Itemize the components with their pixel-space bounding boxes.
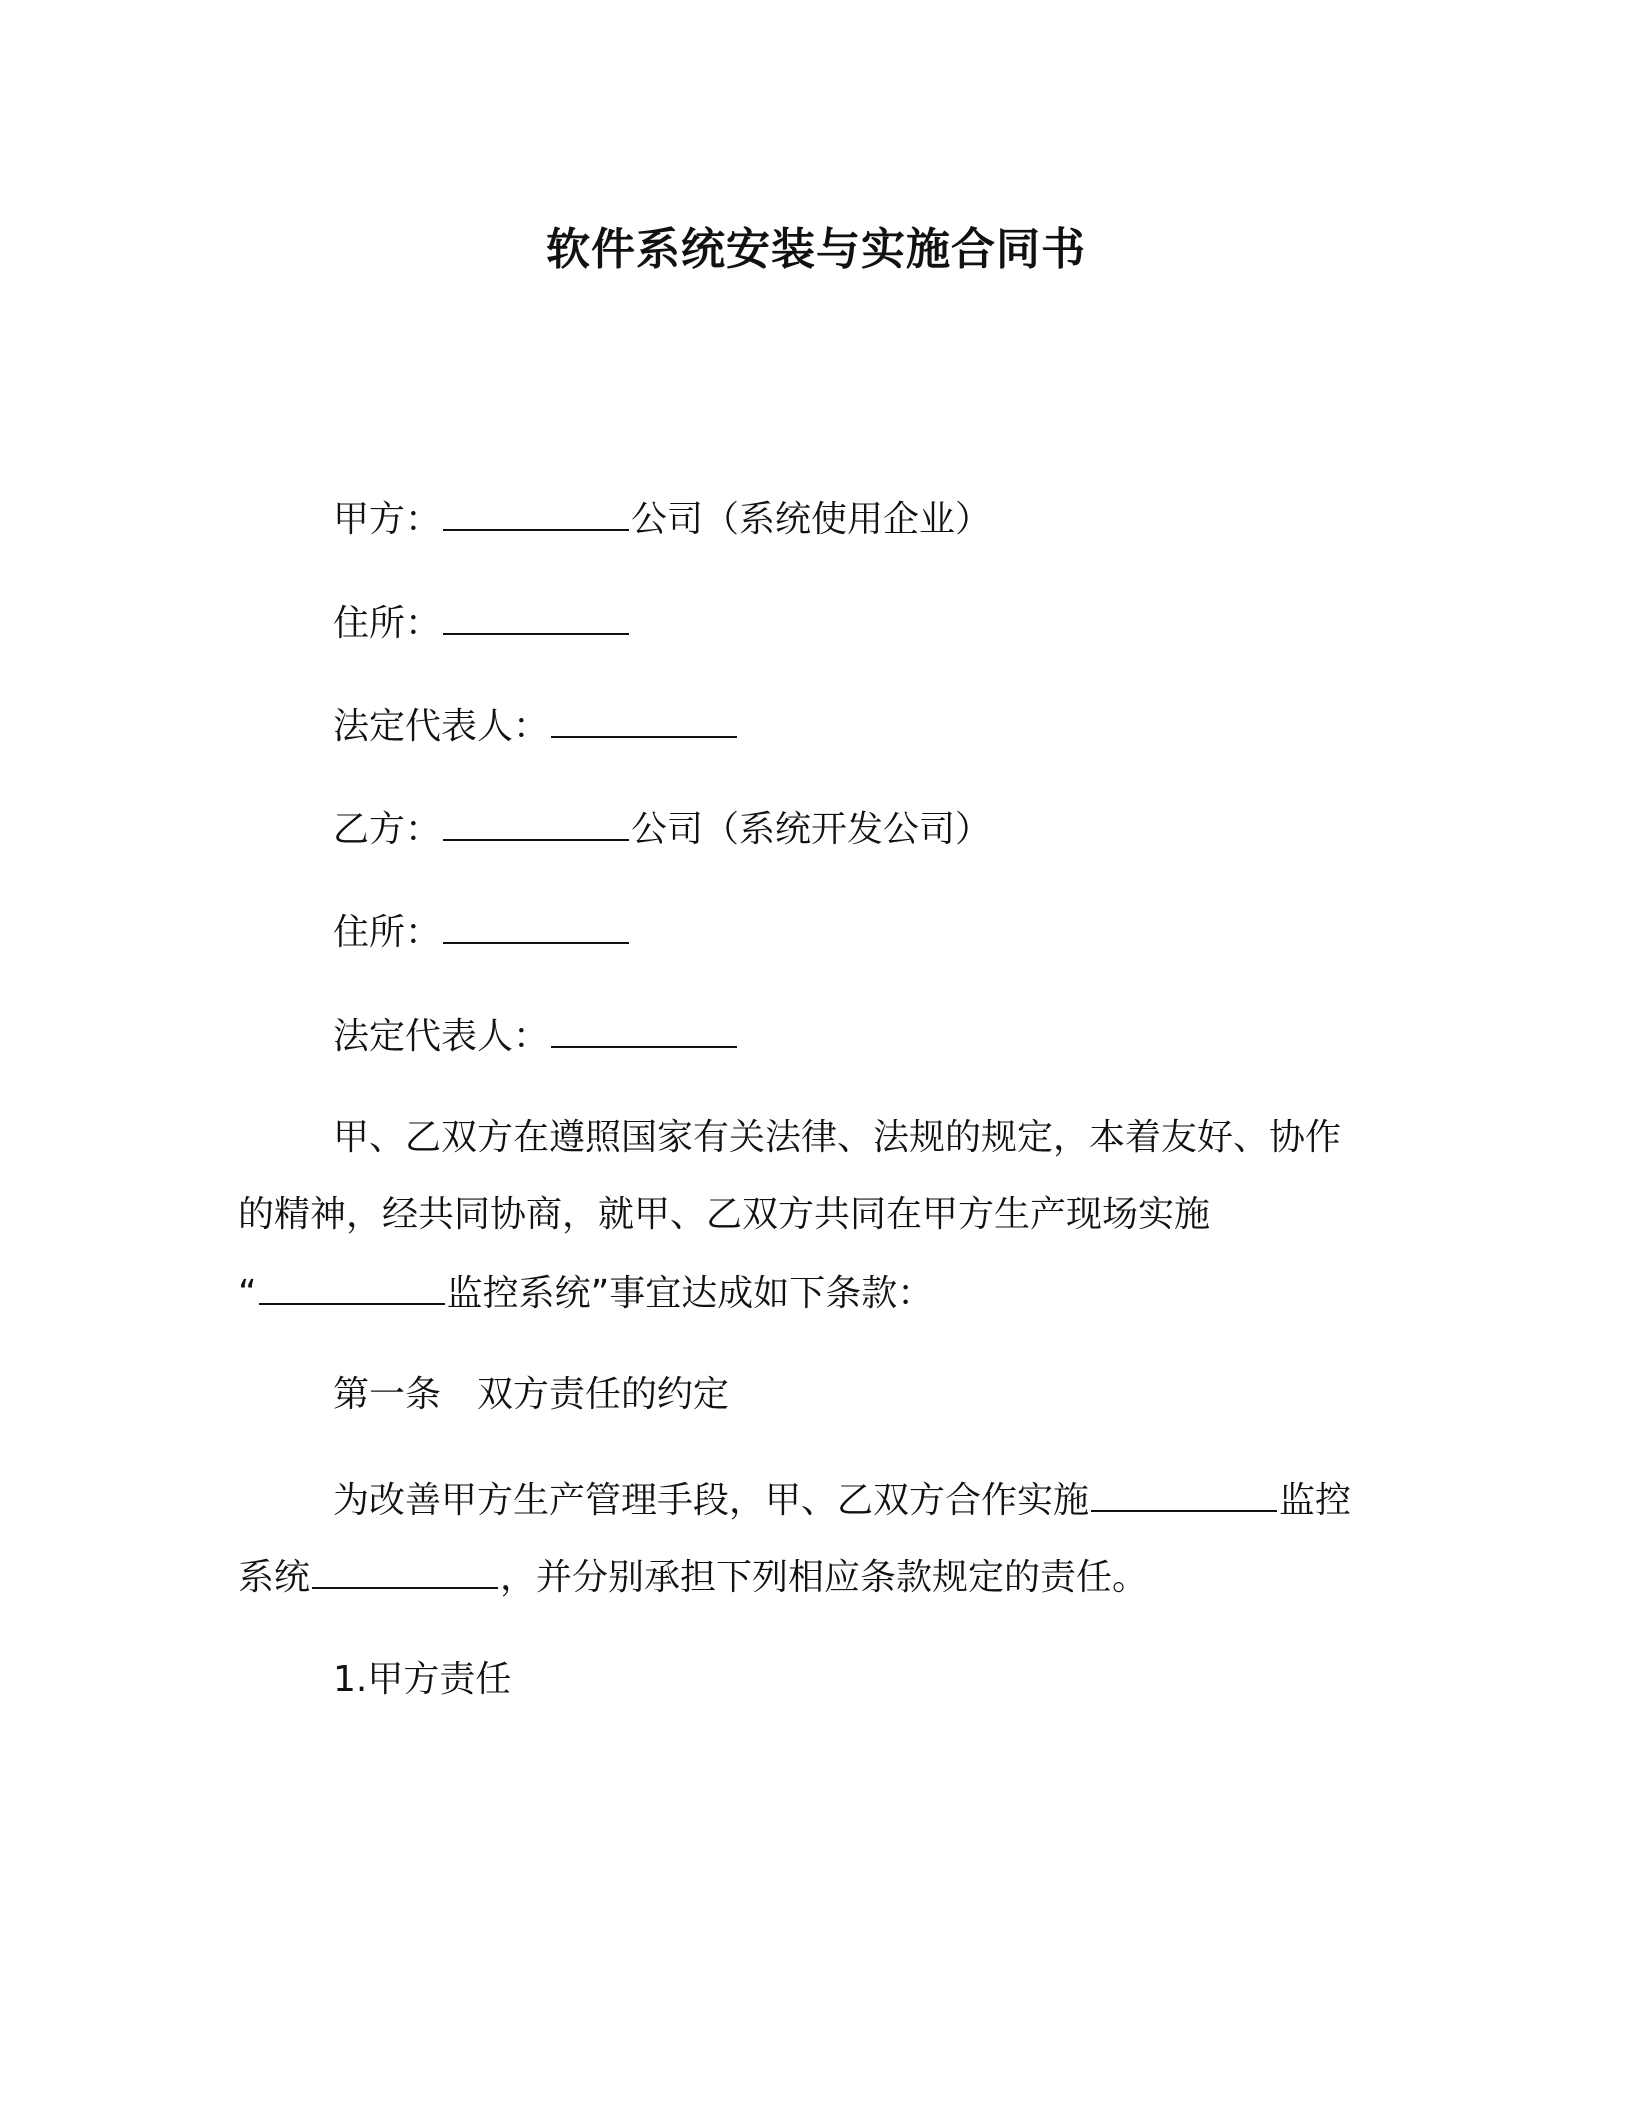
article-1-para-line-2-prefix: 系统 <box>238 1557 311 1598</box>
preamble-line-1: 甲、乙双方在遵照国家有关法律、法规的规定，本着友好、协作 <box>333 1117 1342 1158</box>
article-1-para-line-1 <box>333 1474 1351 1526</box>
party-b-rep-label: 法定代表人： <box>333 1016 550 1057</box>
system-name-blank <box>259 1267 445 1305</box>
party-b-label: 乙方： <box>333 809 442 850</box>
article-1-system-blank <box>1091 1474 1277 1512</box>
document-title: 软件系统安装与实施合同书 <box>546 224 1086 275</box>
party-a-rep-blank <box>551 700 737 738</box>
preamble-line-2: 的精神，经共同协商，就甲、乙双方共同在甲方生产现场实施 <box>238 1194 1211 1235</box>
party-a-suffix: 公司（系统使用企业） <box>631 499 992 540</box>
preamble-line-3-suffix: 监控系统”事宜达成如下条款： <box>446 1273 934 1314</box>
party-a-address-blank <box>443 597 629 635</box>
party-a-line <box>333 493 991 545</box>
article-1-para-line-1-suffix: 监控 <box>1279 1480 1352 1521</box>
article-1-scope-blank <box>312 1551 498 1589</box>
party-b-rep-blank <box>551 1010 737 1048</box>
party-b-name-blank <box>443 803 629 841</box>
party-b-suffix: 公司（系统开发公司） <box>631 809 992 850</box>
party-b-line <box>333 803 991 855</box>
party-a-address-label: 住所： <box>333 603 442 644</box>
party-b-address-line <box>333 906 631 958</box>
preamble-open-quote: “ <box>238 1273 257 1314</box>
article-1-heading: 第一条 双方责任的约定 <box>333 1374 730 1415</box>
party-a-rep-line <box>333 700 739 752</box>
party-a-label: 甲方： <box>333 499 442 540</box>
party-a-address-line <box>333 597 631 649</box>
party-b-rep-line <box>333 1010 739 1062</box>
party-a-name-blank <box>443 493 629 531</box>
article-1-para-line-2 <box>238 1551 1148 1603</box>
article-1-sub-1: 1.甲方责任 <box>333 1659 512 1700</box>
party-b-address-blank <box>443 906 629 944</box>
preamble-line-3 <box>238 1267 933 1319</box>
party-a-rep-label: 法定代表人： <box>333 706 550 747</box>
party-b-address-label: 住所： <box>333 912 442 953</box>
article-1-para-line-1-prefix: 为改善甲方生产管理手段，甲、乙双方合作实施 <box>333 1480 1090 1521</box>
article-1-para-line-2-suffix: ，并分别承担下列相应条款规定的责任。 <box>500 1557 1149 1598</box>
